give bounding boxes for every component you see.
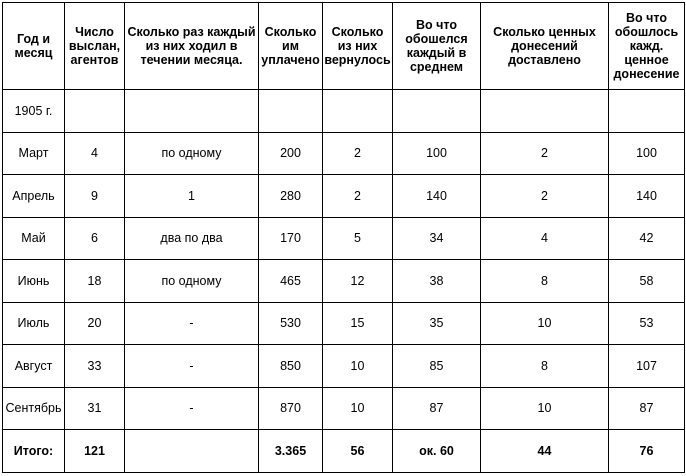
table-cell: 280 <box>259 175 323 218</box>
table-cell: 15 <box>323 302 393 345</box>
table-cell: 200 <box>259 132 323 175</box>
table-cell: - <box>125 387 259 430</box>
header-cell: Год и месяц <box>3 3 65 90</box>
table-cell: Июль <box>3 302 65 345</box>
table-cell <box>393 90 481 133</box>
table-cell: 18 <box>65 260 125 303</box>
table-cell: 107 <box>609 345 685 388</box>
table-cell: 42 <box>609 217 685 260</box>
total-row <box>3 430 685 473</box>
table-cell: 38 <box>393 260 481 303</box>
table-cell: Сентябрь <box>3 387 65 430</box>
table-cell: Август <box>3 345 65 388</box>
header-cell: Сколько раз каждый из них ходил в течении месяца. <box>125 3 259 90</box>
table-cell: 87 <box>609 387 685 430</box>
header-cell: Во что обошлось кажд. ценное донесение <box>609 3 685 90</box>
table-cell: 9 <box>65 175 125 218</box>
header-cell: Число выслан, агентов <box>65 3 125 90</box>
table-cell: - <box>125 345 259 388</box>
table-cell: 5 <box>323 217 393 260</box>
table-row <box>3 387 685 430</box>
table-row <box>3 302 685 345</box>
table-cell: 2 <box>323 132 393 175</box>
table-cell: Апрель <box>3 175 65 218</box>
table-cell: 12 <box>323 260 393 303</box>
table-cell <box>65 90 125 133</box>
table-cell: 870 <box>259 387 323 430</box>
table-cell: 44 <box>481 430 609 473</box>
table-cell: 10 <box>323 345 393 388</box>
table-cell: 87 <box>393 387 481 430</box>
table-cell: по одному <box>125 260 259 303</box>
table-cell: 58 <box>609 260 685 303</box>
table-cell: 121 <box>65 430 125 473</box>
table-cell <box>259 90 323 133</box>
table-cell: 4 <box>481 217 609 260</box>
table-cell: 2 <box>481 132 609 175</box>
table-row <box>3 345 685 388</box>
table-cell: 8 <box>481 260 609 303</box>
table-cell: 2 <box>481 175 609 218</box>
table-cell: 3.365 <box>259 430 323 473</box>
table-row <box>3 90 685 133</box>
table-cell: 100 <box>393 132 481 175</box>
table-cell: 1 <box>125 175 259 218</box>
table-cell: Март <box>3 132 65 175</box>
table-cell: два по два <box>125 217 259 260</box>
table-cell <box>323 90 393 133</box>
table-cell <box>125 430 259 473</box>
table-cell: 2 <box>323 175 393 218</box>
table-cell: - <box>125 302 259 345</box>
table-cell: Май <box>3 217 65 260</box>
table-row <box>3 175 685 218</box>
table-cell: 31 <box>65 387 125 430</box>
table-cell: 10 <box>481 302 609 345</box>
table-cell: 1905 г. <box>3 90 65 133</box>
table-cell: 76 <box>609 430 685 473</box>
table-cell: 34 <box>393 217 481 260</box>
table-cell: Июнь <box>3 260 65 303</box>
table-row <box>3 260 685 303</box>
table-cell: 530 <box>259 302 323 345</box>
header-cell: Сколько из них вернулось <box>323 3 393 90</box>
table-row <box>3 132 685 175</box>
table-cell: 465 <box>259 260 323 303</box>
header-cell: Сколько им уплачено <box>259 3 323 90</box>
table-cell <box>609 90 685 133</box>
table-cell: 140 <box>609 175 685 218</box>
table-cell: 53 <box>609 302 685 345</box>
header-cell: Во что обошелся каждый в среднем <box>393 3 481 90</box>
header-cell: Сколько ценных донесений доставлено <box>481 3 609 90</box>
table-cell: 140 <box>393 175 481 218</box>
table-cell: Итого: <box>3 430 65 473</box>
table-cell: 20 <box>65 302 125 345</box>
table-cell: 6 <box>65 217 125 260</box>
report-table <box>2 2 685 473</box>
table-cell: 10 <box>323 387 393 430</box>
table-cell: 56 <box>323 430 393 473</box>
table-cell: 100 <box>609 132 685 175</box>
table-cell: 10 <box>481 387 609 430</box>
table-row <box>3 217 685 260</box>
table-cell: по одному <box>125 132 259 175</box>
table-cell: ок. 60 <box>393 430 481 473</box>
table-cell: 170 <box>259 217 323 260</box>
header-row <box>3 3 685 90</box>
table-cell <box>481 90 609 133</box>
table-cell: 8 <box>481 345 609 388</box>
table-cell: 85 <box>393 345 481 388</box>
table-cell: 4 <box>65 132 125 175</box>
table-cell <box>125 90 259 133</box>
table-cell: 850 <box>259 345 323 388</box>
table-cell: 33 <box>65 345 125 388</box>
table-cell: 35 <box>393 302 481 345</box>
